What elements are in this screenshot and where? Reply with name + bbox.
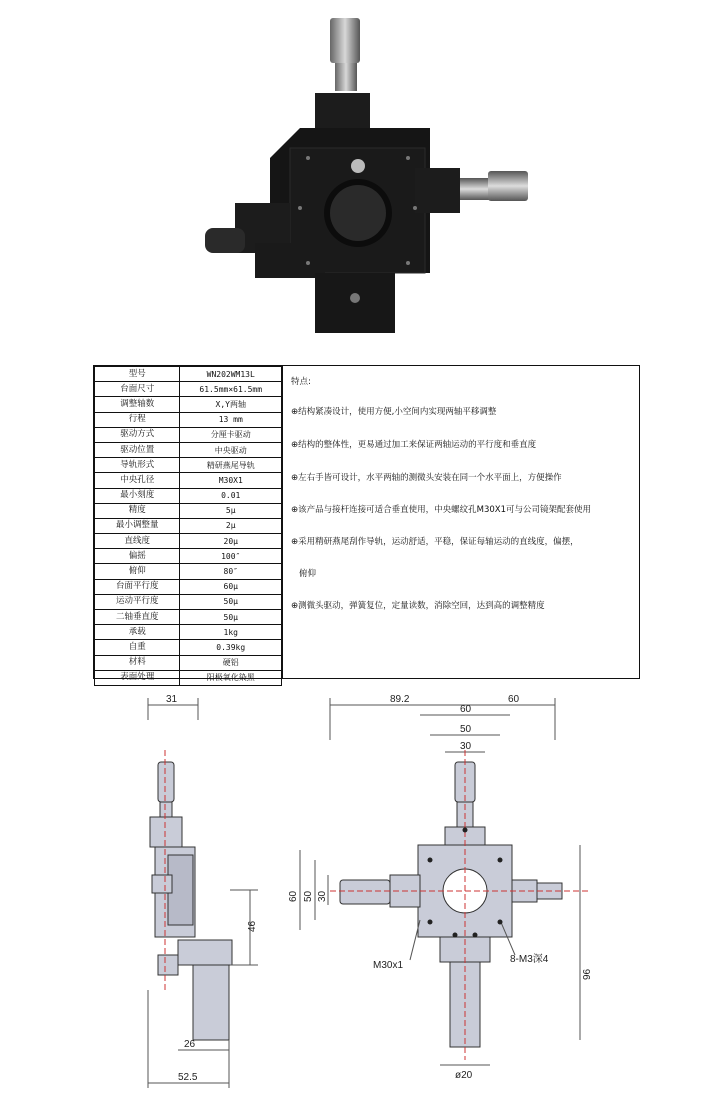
feature-item: ⊕采用精研燕尾刮作导轨，运动舒适，平稳，保证每轴运动的直线度，偏摆， — [291, 537, 579, 547]
spec-sheet — [93, 365, 640, 683]
spec-value: 硬铝 — [180, 655, 282, 670]
technical-drawings — [0, 690, 723, 1098]
dim-front-60: 60 — [460, 704, 472, 715]
spec-row — [95, 397, 282, 412]
spec-row — [95, 549, 282, 564]
side-view-drawing — [148, 698, 258, 1088]
spec-label: 表面处理 — [95, 670, 180, 685]
spec-label: 运动平行度 — [95, 594, 180, 609]
spec-label: 驱动位置 — [95, 442, 180, 457]
label-diameter: ø20 — [455, 1070, 473, 1081]
spec-label: 材料 — [95, 655, 180, 670]
spec-label: 自重 — [95, 640, 180, 655]
spec-value: 100″ — [180, 549, 282, 564]
spec-row — [95, 640, 282, 655]
dim-front-96: 96 — [582, 968, 593, 980]
feature-item: ⊕该产品与接杆连接可适合垂直使用，中央螺纹孔M30X1可与公司镜架配套使用 — [291, 505, 592, 515]
spec-row — [95, 488, 282, 503]
spec-value: 阳极氧化染黑 — [180, 670, 282, 685]
spec-value: WN202WM13L — [180, 367, 282, 382]
dim-side-height: 46 — [247, 920, 258, 932]
features-title: 特点: — [291, 377, 311, 387]
dim-front-v50: 50 — [303, 890, 314, 902]
spec-value: M30X1 — [180, 473, 282, 488]
spec-row — [95, 473, 282, 488]
spec-value: 61.5mm×61.5mm — [180, 382, 282, 397]
dim-front-v60: 60 — [288, 890, 299, 902]
spec-value: 5μ — [180, 503, 282, 518]
spec-label: 台面平行度 — [95, 579, 180, 594]
spec-row — [95, 534, 282, 549]
product-photo — [190, 8, 535, 348]
spec-value: 50μ — [180, 594, 282, 609]
spec-row — [95, 458, 282, 473]
spec-label: 型号 — [95, 367, 180, 382]
dim-front-v30: 30 — [317, 890, 328, 902]
spec-label: 精度 — [95, 503, 180, 518]
spec-label: 行程 — [95, 412, 180, 427]
feature-item: ⊕结构紧凑设计，使用方便,小空间内实现两轴平移调整 — [291, 407, 497, 417]
features-panel — [282, 366, 639, 678]
spec-value: 13 mm — [180, 412, 282, 427]
feature-item: ⊕左右手皆可设计，水平两轴的测微头安装在同一个水平面上，方便操作 — [291, 473, 562, 483]
feature-item: 俯仰 — [299, 569, 317, 579]
dim-side-top: 31 — [166, 694, 178, 705]
dim-front-50: 50 — [460, 724, 472, 735]
spec-label: 二轴垂直度 — [95, 610, 180, 625]
spec-value: 1kg — [180, 625, 282, 640]
spec-row — [95, 610, 282, 625]
feature-item: ⊕结构的整体性，更易通过加工来保证两轴运动的平行度和垂直度 — [291, 440, 537, 450]
spec-value: 20μ — [180, 534, 282, 549]
spec-row — [95, 382, 282, 397]
spec-row — [95, 442, 282, 457]
spec-value: X,Y两轴 — [180, 397, 282, 412]
spec-table — [94, 366, 282, 686]
spec-value: 中央驱动 — [180, 442, 282, 457]
spec-row — [95, 518, 282, 533]
spec-row — [95, 427, 282, 442]
spec-value: 精研燕尾导轨 — [180, 458, 282, 473]
spec-label: 偏摇 — [95, 549, 180, 564]
spec-label: 驱动方式 — [95, 427, 180, 442]
dim-front-top-left: 89.2 — [390, 694, 410, 705]
label-thread: M30x1 — [373, 960, 404, 971]
spec-row — [95, 412, 282, 427]
spec-label: 导轨形式 — [95, 458, 180, 473]
spec-label: 最小调整量 — [95, 518, 180, 533]
dim-front-30: 30 — [460, 741, 472, 752]
dim-front-top-right: 60 — [508, 694, 520, 705]
spec-value: 50μ — [180, 610, 282, 625]
spec-label: 承载 — [95, 625, 180, 640]
spec-row — [95, 564, 282, 579]
spec-label: 最小刻度 — [95, 488, 180, 503]
spec-label: 调整轴数 — [95, 397, 180, 412]
spec-value: 60μ — [180, 579, 282, 594]
spec-row — [95, 655, 282, 670]
feature-item: ⊕测微头驱动，弹簧复位，定量读数，消除空回，达到高的调整精度 — [291, 601, 545, 611]
front-view-drawing — [300, 698, 590, 1065]
spec-row — [95, 367, 282, 382]
spec-row — [95, 503, 282, 518]
label-holes: 8-M3深4 — [510, 954, 549, 965]
spec-row — [95, 579, 282, 594]
spec-row — [95, 625, 282, 640]
dim-side-bottom: 52.5 — [178, 1072, 198, 1083]
spec-value: 0.01 — [180, 488, 282, 503]
spec-label: 直线度 — [95, 534, 180, 549]
spec-value: 0.39kg — [180, 640, 282, 655]
spec-value: 分厘卡驱动 — [180, 427, 282, 442]
spec-label: 台面尺寸 — [95, 382, 180, 397]
spec-value: 80″ — [180, 564, 282, 579]
spec-row — [95, 594, 282, 609]
dim-side-inner: 26 — [184, 1039, 196, 1050]
spec-label: 俯仰 — [95, 564, 180, 579]
spec-value: 2μ — [180, 518, 282, 533]
spec-row — [95, 670, 282, 685]
spec-label: 中央孔径 — [95, 473, 180, 488]
